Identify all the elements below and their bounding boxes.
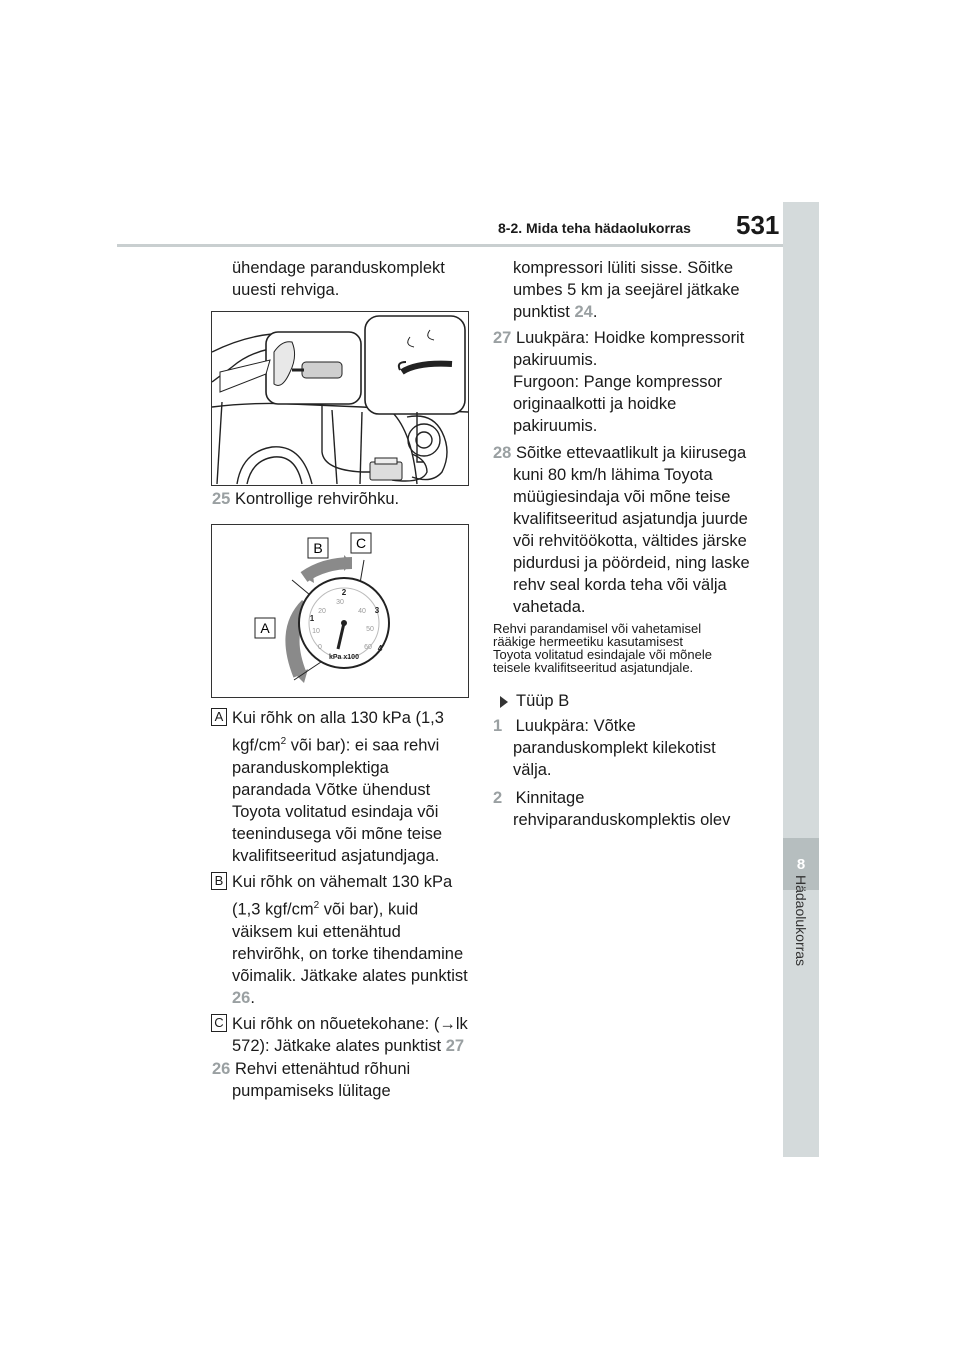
step-reference[interactable]: 24 (574, 303, 593, 321)
text-line (493, 442, 768, 464)
text-line: rehvirõhk, on torke tihendamine (232, 944, 464, 963)
gauge-label-c: C (355, 535, 367, 551)
gauge-inner-10: 10 (312, 628, 320, 635)
step-text: müügiesindaja või mõne teise (513, 488, 731, 506)
gauge-outer-2: 2 (341, 588, 347, 597)
text-line: Kui rõhk on vähemalt 130 kPa (232, 873, 453, 891)
label-b-box (211, 872, 227, 890)
intro-text (232, 257, 445, 301)
text-fragment: või bar): ei saa rehvi (286, 736, 440, 755)
note-paragraph (493, 622, 773, 674)
superscript: 2 (313, 900, 320, 911)
text-fragment: või bar), kuid (319, 900, 419, 919)
chapter-number: 8 (796, 856, 806, 873)
step-text: välja. (513, 761, 552, 779)
step-text: rehv seal korda teha või välja (513, 576, 727, 594)
step-b1 (493, 715, 763, 781)
text-line: umbes 5 km ja seejärel jätkake (513, 281, 740, 299)
text-fragment: kgf/cm (232, 736, 281, 755)
text-line: võimalik. Jätkake alates punktist (232, 966, 468, 985)
step-number: 26 (212, 1060, 231, 1078)
text-fragment: punktist (513, 303, 575, 321)
text-line (232, 895, 472, 921)
step-b2 (493, 787, 763, 831)
step-28 (493, 442, 768, 618)
text-line: väiksem kui ettenähtud (232, 922, 401, 941)
step-text: pidurdusi ja pöördeid, ning laske (513, 554, 750, 572)
text-line (212, 1058, 472, 1080)
type-b-label: Tüüp B (516, 692, 570, 710)
text-line: kompressori lüliti sisse. Sõitke (513, 259, 734, 277)
step-text: Furgoon: Pange kompressor (513, 373, 723, 391)
step-text: originaalkotti ja hoidke (513, 395, 677, 413)
step-text: Luukpära: Võtke (515, 717, 636, 735)
text-fragment: . (592, 303, 598, 321)
text-line (232, 1013, 472, 1035)
car-compressor-illustration (212, 312, 468, 485)
step-number: 28 (493, 444, 512, 462)
intro-line: ühendage paranduskomplekt (232, 259, 445, 277)
text-line: teenindusega või mõne teise (232, 824, 443, 843)
text-line: parandada Võtke ühendust (232, 780, 431, 799)
step-text: pumpamiseks lülitage (232, 1082, 391, 1100)
step-text: Kinnitage (515, 789, 585, 807)
text-line (493, 327, 763, 349)
step-26 (212, 1058, 472, 1102)
gauge-label-a: A (260, 620, 270, 636)
step-number: 27 (493, 329, 512, 347)
superscript: 2 (280, 736, 287, 747)
page-number: 531 (736, 210, 780, 240)
text-fragment: Kui rõhk on nõuetekohane: ( (232, 1015, 440, 1033)
gauge-label-b: B (313, 540, 323, 556)
item-c-text (232, 1013, 472, 1057)
step-number: 2 (493, 789, 503, 807)
pressure-gauge-illustration (212, 525, 468, 697)
step-text: paranduskomplekt kilekotist (513, 739, 716, 757)
text-line: Toyota volitatud esindaja või (232, 802, 439, 821)
label-a-box (211, 708, 227, 726)
figure-pressure-gauge (211, 524, 469, 698)
chapter-title: Hädaolukorras (793, 875, 809, 967)
step-text: pakiruumis. (513, 417, 598, 435)
item-b-text (232, 871, 472, 1009)
step-text: Luukpära: Hoidke kompressorit (515, 329, 745, 347)
text-line (232, 731, 472, 757)
gauge-inner-60: 60 (364, 644, 372, 651)
step-25 (212, 488, 399, 510)
step-text: Kontrollige rehvirõhku. (234, 490, 400, 508)
intro-line: uuesti rehviga. (232, 281, 340, 299)
chapter-title-vertical (778, 875, 824, 1020)
text-fragment: . (250, 988, 255, 1007)
step-text: Sõitke ettevaatlikult ja kiirusega (515, 444, 747, 462)
figure-compressor-connection (211, 311, 469, 486)
step-text: kuni 80 km/h lähima Toyota (513, 466, 713, 484)
gauge-inner-0: 0 (318, 644, 322, 651)
step-number: 25 (212, 490, 231, 508)
gauge-outer-1: 1 (309, 614, 315, 623)
step-text: rehviparanduskomplektis olev (513, 811, 731, 829)
text-line (232, 987, 472, 1009)
gauge-inner-30: 30 (336, 599, 344, 606)
gauge-unit: kPa x100 (329, 654, 359, 661)
label-b: B (211, 872, 227, 890)
gauge-inner-40: 40 (358, 608, 366, 615)
step-reference[interactable]: 26 (232, 988, 251, 1007)
text-line (493, 715, 763, 737)
gauge-outer-4: 4 (377, 644, 383, 653)
step-text: kvalifitseeritud asjatundja juurde (513, 510, 748, 528)
gauge-outer-3: 3 (374, 606, 380, 615)
label-c-box (211, 1014, 227, 1032)
arrow-icon: → (439, 1015, 456, 1033)
text-fragment: (1,3 kgf/cm (232, 900, 314, 919)
text-line (513, 301, 773, 323)
step-26-continued (513, 257, 773, 323)
text-line (232, 1035, 472, 1057)
step-text: vahetada. (513, 598, 586, 616)
note-line: rääkige hermeetiku kasutamisest (493, 634, 684, 649)
note-line: Toyota volitatud esindajale või mõnele (493, 647, 712, 662)
type-b-heading (500, 690, 569, 712)
section-title: 8-2. Mida teha hädaolukorras (498, 220, 691, 236)
gauge-inner-20: 20 (318, 608, 326, 615)
step-text: või rehvitöökotta, vältides järske (513, 532, 747, 550)
triangle-bullet-icon (500, 696, 508, 708)
note-line: teisele kvalifitseeritud asjatundjale. (493, 660, 694, 675)
text-line: paranduskomplektiga (232, 758, 389, 777)
step-reference[interactable]: 27 (445, 1037, 465, 1055)
text-line (493, 787, 763, 809)
label-a: A (211, 708, 227, 726)
header-divider (117, 244, 783, 247)
step-number: 1 (493, 717, 503, 735)
text-line: Kui rõhk on alla 130 kPa (1,3 (232, 709, 444, 727)
text-fragment: 572): Jätkake alates punktist (232, 1037, 446, 1055)
note-line: Rehvi parandamisel või vahetamisel (493, 621, 702, 636)
label-c: C (211, 1014, 227, 1032)
text-line: kvalifitseeritud asjatundjaga. (232, 846, 440, 865)
text-fragment: lk (455, 1015, 468, 1033)
gauge-inner-50: 50 (366, 626, 374, 633)
step-text: pakiruumis. (513, 351, 598, 369)
step-27 (493, 327, 763, 437)
step-text: Rehvi ettenähtud rõhuni (234, 1060, 411, 1078)
item-a-text (232, 707, 472, 867)
